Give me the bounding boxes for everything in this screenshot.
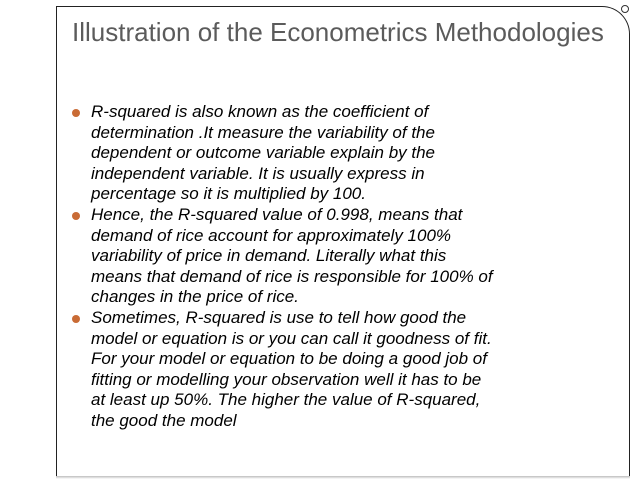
bullet-line: Sometimes, R-squared is use to tell how good the	[91, 307, 467, 327]
bullet-item-goodness-of-fit	[72, 308, 612, 432]
bullet-line: changes in the price of rice.	[91, 287, 299, 307]
bullet-line: at least up 50%. The higher the value of R-squared,	[91, 390, 481, 410]
bullet-item-r-squared-value	[72, 205, 612, 308]
bullet-line: fitting or modelling your observation well it has to be	[91, 369, 482, 389]
bullet-line: percentage so it is multiplied by 100.	[91, 184, 366, 204]
bullet-line: means that demand of rice is responsible for 100% of	[91, 266, 493, 286]
corner-circle-decoration	[621, 5, 629, 13]
bullet-dot-icon	[72, 212, 80, 220]
bullet-line: dependent or outcome variable explain by the	[91, 143, 436, 163]
bullet-dot-icon	[72, 315, 80, 323]
slide-title: Illustration of the Econometrics Methodologies	[72, 17, 604, 47]
bullet-line: Hence, the R-squared value of 0.998, means that	[91, 204, 463, 224]
bullet-list	[72, 102, 612, 432]
bullet-line: demand of rice account for approximately 100%	[91, 225, 452, 245]
bullet-line: independent variable. It is usually express in	[91, 163, 425, 183]
bullet-line: the good the model	[91, 410, 237, 430]
bullet-line: For your model or equation to be doing a good job of	[91, 349, 487, 369]
bullet-line: determination .It measure the variability of the	[91, 122, 435, 142]
bullet-item-r-squared-definition	[72, 102, 612, 205]
bullet-line: model or equation is or you can call it goodness of fit.	[91, 328, 492, 348]
bullet-line: variability of price in demand. Literally what this	[91, 246, 447, 266]
bullet-dot-icon	[72, 109, 80, 117]
bullet-line: R-squared is also known as the coefficient of	[91, 102, 429, 121]
